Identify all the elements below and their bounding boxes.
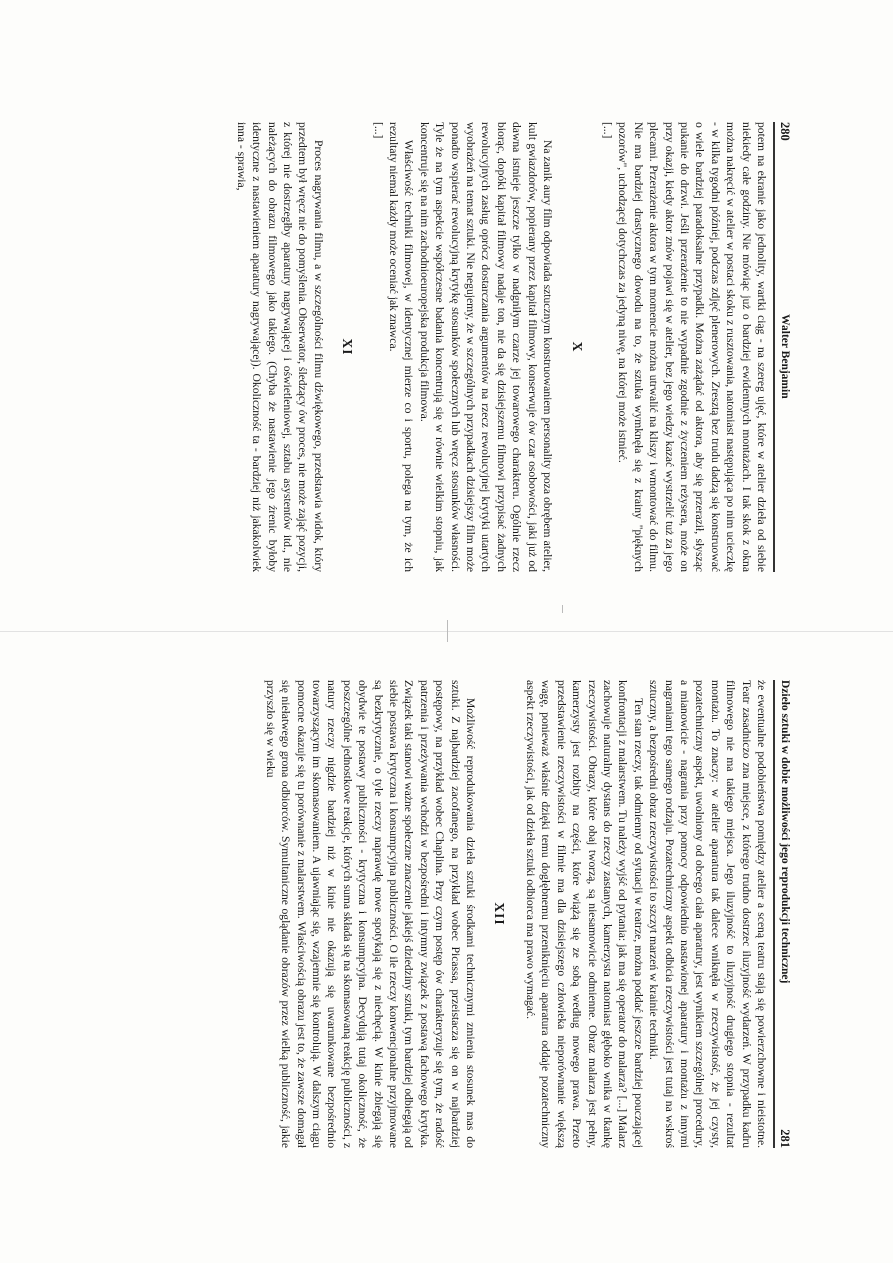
right-running-head	[776, 680, 794, 1148]
paragraph: potem na ekranie jako jednolity, wartki ciąg - na szereg ujęć, które w atelier dzieła od siebie niekiedy całe godziny. Nie mówiąc już o bardziej ewidentnych montażach. I tak skok z okna można nakręcić w atelier w postaci skoku z rusztowania, natomiast następująca po nim ucieczkę - w kilka tygodni później, podczas zdjęć plenerowych. Zresztą bez trudu dadzą się konstruować o wiele bardziej paradoksalne przypadki. Można zażądać od aktora, aby się przeraził, słysząc pukanie do drzwi. Jeśli przerażenie to nie wypadnie zgodnie z życzeniem reżysera, może on przy okazji, kiedy aktor znów pojawi się w atelier, bez jego wiedzy kazać wystrzelić tuż za jego plecami. Przerażenie aktora w tym momencie można utrwalić na kliszy i wmontować do filmu. Nie ma bardziej drastycznego dowodu na to, że sztuka wymknęła się z krainy "pięknych pozorów", uchodzącej dotychczas za jedyną niwę, na której może istnieć.	[616, 122, 768, 572]
right-head-rule	[774, 680, 776, 1148]
left-page-body	[233, 122, 769, 572]
left-page-number: 280	[778, 122, 793, 141]
right-page-number: 281	[778, 1129, 793, 1148]
paragraph: Proces nagrywania filmu, a w szczególności filmu dźwiękowego, przedstawia widok, który przedtem był wręcz nie do pomyślenia. Obserwator, śledzący ów proces, nie może zająć pozycji, z której nie dostrzegłby aparatury nagrywającej i oświetleniowej, sztabu asystentów itd., nie należących do obrazu filmowego jako takiego. (Chyba że nastawienie jego źrenic byłoby identyczne z nastawieniem aparatury nagrywającej). Okoliczność ta - bardziej niż jakakolwiek inna - sprawia,	[234, 122, 325, 572]
left-running-head-title: Walter Benjamin	[779, 314, 791, 399]
section-heading-xii: XII	[492, 902, 508, 926]
ellipsis: [...]	[371, 122, 385, 139]
paragraph: Właściwość techniki filmowej, w identycznej mierze co i sportu, polega na tym, że ich rezultaty niemal każdy może oceniać jak znawca.	[387, 122, 416, 572]
scan-mark	[447, 620, 448, 642]
section-heading-x: X	[569, 341, 585, 353]
ellipsis: [...]	[600, 122, 614, 139]
paragraph: że ewentualne podobieństwa pomiędzy atelier a sceną teatru stają się powierzchowne i nieistotne. Teatr zasadniczo zna miejsce, z którego trudno dostrzec iluzyjność wydarzeń. W przypadku kadru filmowego nie ma takiego miejsca. Jego iluzyjność to iluzyjność drugiego stopnia - rezultat montażu. To znaczy: w atelier aparatura tak dalece wniknęła w rzeczywistość, że jej czysty, pozatechniczny aspekt, uwolniony od obcego ciała aparatury, jest wynikiem szczególnej procedury, a mianowicie - nagrania przy pomocy odpowiednio nastawionej aparatury i montażu z innymi nagraniami tego samego rodzaju. Pozatechniczny aspekt odbicia rzeczywistości jest tutaj na wskroś sztuczny, a bezpośredni obraz rzeczywistości to szczyt marzeń w krainie techniki.	[647, 680, 768, 1148]
left-page	[0, 0, 893, 631]
left-running-head	[776, 122, 794, 572]
paragraph: Ten stan rzeczy, tak odmienny od sytuacji w teatrze, można poddać jeszcze bardziej pouczającej konfrontacji z malarstwem. Tu należy wyjść od pytania: jak ma się operator do malarza? [...] Malarz zachowuje naturalny dystans do rzeczy zastanych, kamerzysta natomiast głęboko wnika w tkankę rzeczywistości. Obrazy, które obaj tworzą, są niesamowicie odmienne. Obraz malarza jest pełny, kamerzysty jest rozbity na części, które wiążą się ze sobą według nowego prawa. Przeto przedstawienie rzeczywistości w filmie ma dla dzisiejszego człowieka nieporównanie większą wagę, ponieważ właśnie dzięki temu dogłębnemu przeniknięciu aparatura oddaje pozatechniczny aspekt rzeczywistości, jak od dzieła sztuki odbiorca ma prawo wymagać.	[523, 680, 645, 1148]
paragraph: Możliwość reprodukowania dzieła sztuki środkami technicznymi zmienia stosunek mas do sztuki. Z najbardziej zacofanego, na przykład wobec Picassa, przeistacza się on w najbardziej postępowy, na przykład wobec Chaplina. Przy czym postęp ów charakteryzuje się tym, że radość patrzenia i przeżywania wchodzi w bezpośredni i intymny związek z postawą fachowego krytyka. Związek taki stanowi ważne społeczne znaczenie jakiejś dziedziny sztuki, tym bardziej odbiegają od siebie postawa krytyczna i konsumpcyjna publiczności. O ile rzeczy konwencjonalne przyjmowane są bezkrytycznie, o tyle rzeczy naprawdę nowe spotykają się z niechęcią. W kinie zbiegają się obydwie te postawy publiczności - krytyczna i konsumpcyjna. Decydują tutaj okoliczność, że poszczególne jednostkowe reakcje, których suma składa się na skomasowaną reakcję publiczności, z natury rzeczy nigdzie bardziej niż w kinie nie okazują się uwarunkowane bezpośrednio towarzyszącym im skomasowaniem. A ujawniając się, wzajemnie się kontrolują. W dalszym ciągu pomocne okazuje się tu porównanie z malarstwem. Właściwością obrazu jest to, że zawsze domagał się niełatwego grona odbiorców. Symultaniczne oglądanie obrazów przez wielką publiczność, jakie przyszło się w wieku	[263, 680, 478, 1148]
paragraph: Na zanik aury film odpowiada sztucznym konstruowaniem personality poza obrębem atelier, kult gwiazdorów, popierany przez kapitał filmowy, konserwuje ów czar osobowości, jaki już od dawna istnieje jeszcze tylko w nadgniłym czarze jej towarowego charakteru. Ogólnie rzecz biorąc, dopóki kapitał filmowy nadaje ton, nie da się dzisiejszemu filmowi przypisać żadnych rewolucyjnych zasług oprócz dostarczania argumentów na rzecz rewolucyjnej krytyki utartych wyobrażeń na temat sztuki. Nie negujemy, że w szczególnych przypadkach dzisiejszy film może ponadto wspierać rewolucyjną krytykę stosunków społecznych lub wręcz stosunków własności. Tyle że na tym aspekcie współczesne badania koncentrują się w równie wielkim stopniu, jak koncentruje się na nim zachodnioeuropejska produkcja filmowa.	[417, 122, 555, 572]
left-head-rule	[774, 122, 776, 572]
section-heading-xi: XI	[340, 338, 356, 356]
right-running-head-title: Dzieło sztuki w dobie możliwości jego reprodukcji technicznej	[779, 680, 791, 984]
scan-mark	[562, 605, 563, 613]
right-page	[0, 632, 893, 1263]
right-page-body	[262, 680, 769, 1148]
